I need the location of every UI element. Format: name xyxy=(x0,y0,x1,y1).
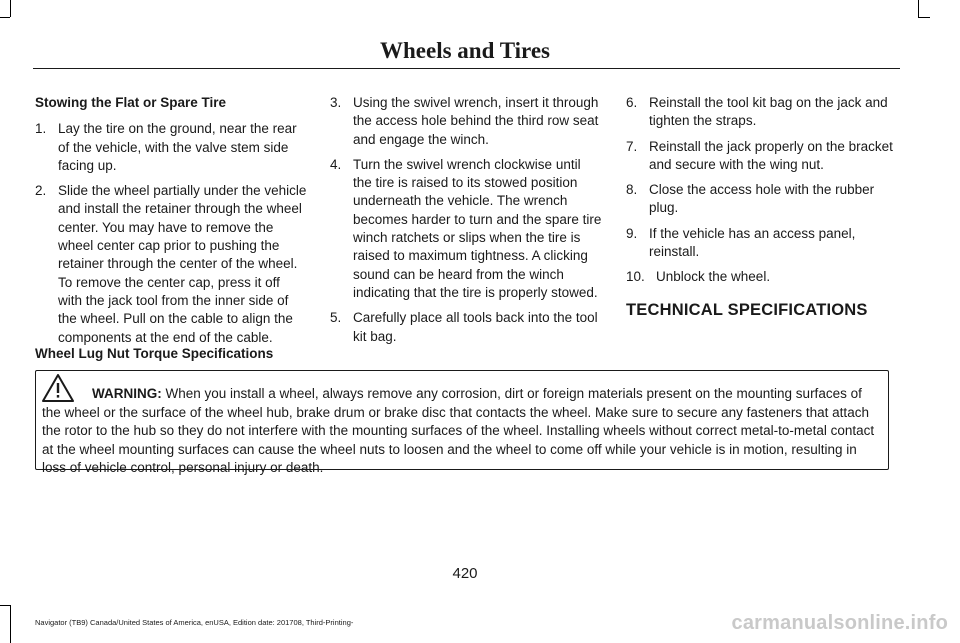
step-number: 4. xyxy=(330,156,342,172)
footer-edition: Navigator (TB9) Canada/United States of America, enUSA, Edition date: 201708, Third-Printing- xyxy=(35,618,354,627)
step-text: If the vehicle has an access panel, reinstall. xyxy=(649,225,856,260)
step-text: Turn the swivel wrench clockwise until the tire is raised to its stowed position underneath the vehicle. The wrench becomes harder to turn and the spare tire winch ratchets or slips when the tire is raised to maximum tightness. A clicking sound can be heard from the winch indicating that the tire is properly stowed. xyxy=(353,156,602,300)
list-item xyxy=(330,309,602,346)
list-item xyxy=(626,181,896,218)
page-number: 420 xyxy=(452,565,478,582)
crop-mark-top-left-v xyxy=(10,0,11,17)
step-text: Using the swivel wrench, insert it through the access hole behind the third row seat and engage the winch. xyxy=(353,95,599,147)
watermark: carmanualsonline.info xyxy=(731,612,948,634)
step-text: Reinstall the jack properly on the bracket and secure with the wing nut. xyxy=(649,138,893,172)
stowing-steps-part-3 xyxy=(626,94,896,287)
step-number: 9. xyxy=(626,225,638,241)
stowing-steps-part-2 xyxy=(330,94,602,346)
page-title: Wheels and Tires xyxy=(380,38,550,63)
crop-mark-top-right-h xyxy=(918,17,930,18)
crop-mark-bottom-left-v xyxy=(10,605,11,643)
step-number: 3. xyxy=(330,95,342,110)
stowing-heading: Stowing the Flat or Spare Tire xyxy=(35,95,227,110)
list-item xyxy=(35,182,307,347)
step-number: 6. xyxy=(626,95,638,110)
step-number: 10. xyxy=(626,269,645,285)
step-text: Lay the tire on the ground, near the rear of the vehicle, with the valve stem side facing up. xyxy=(58,121,297,173)
step-number: 1. xyxy=(35,121,47,137)
lug-nut-heading: Wheel Lug Nut Torque Specifications xyxy=(35,346,274,361)
header-rule xyxy=(33,68,900,69)
list-item xyxy=(626,225,896,262)
stowing-steps-part-1 xyxy=(35,120,307,347)
warning-label: WARNING: xyxy=(92,386,162,401)
technical-specifications-heading: TECHNICAL SPECIFICATIONS xyxy=(626,300,868,319)
step-text: Slide the wheel partially under the vehicle and install the retainer through the wheel center. You may have to remove the wheel center cap prior to pushing the retainer through the center of the wheel. To remove the center cap, press it off with the jack tool from the inner side of the wheel. Pull on the cable to align the components at the end of the cable. xyxy=(58,183,307,345)
step-text: Carefully place all tools back into the tool kit bag. xyxy=(353,310,598,344)
warning-text xyxy=(42,385,882,478)
warning-box xyxy=(35,370,889,476)
column-2 xyxy=(330,94,602,353)
warning-body: When you install a wheel, always remove any corrosion, dirt or foreign materials present on the mounting surfaces of the wheel or the surface of the wheel hub, brake drum or brake disc that contacts the wheel. Make sure to secure any fasteners that attach the rotor to the hub so they do not interfere with the mounting surfaces of the wheel. Installing wheels without correct metal-to-metal contact at the wheel mounting surfaces can cause the wheel nuts to loosen and the wheel to come off while your vehicle is in motion, resulting in loss of vehicle control, personal injury or death. xyxy=(42,386,875,476)
step-number: 8. xyxy=(626,182,638,198)
step-text: Reinstall the tool kit bag on the jack and tighten the straps. xyxy=(649,95,888,129)
step-number: 2. xyxy=(35,183,47,199)
crop-mark-bottom-left-h xyxy=(0,605,10,606)
list-item xyxy=(626,138,896,175)
warning-triangle-icon xyxy=(41,373,75,403)
step-number: 5. xyxy=(330,310,342,326)
column-3 xyxy=(626,94,896,319)
list-item xyxy=(330,156,602,302)
list-item xyxy=(626,94,896,131)
list-item xyxy=(330,94,602,149)
list-item xyxy=(626,268,896,286)
crop-mark-top-right-v xyxy=(918,0,919,17)
step-text: Unblock the wheel. xyxy=(656,269,771,285)
step-number: 7. xyxy=(626,138,638,154)
column-1 xyxy=(35,94,307,354)
crop-mark-top-left-h xyxy=(0,17,10,18)
list-item xyxy=(35,120,307,175)
step-text: Close the access hole with the rubber plug. xyxy=(649,182,875,216)
